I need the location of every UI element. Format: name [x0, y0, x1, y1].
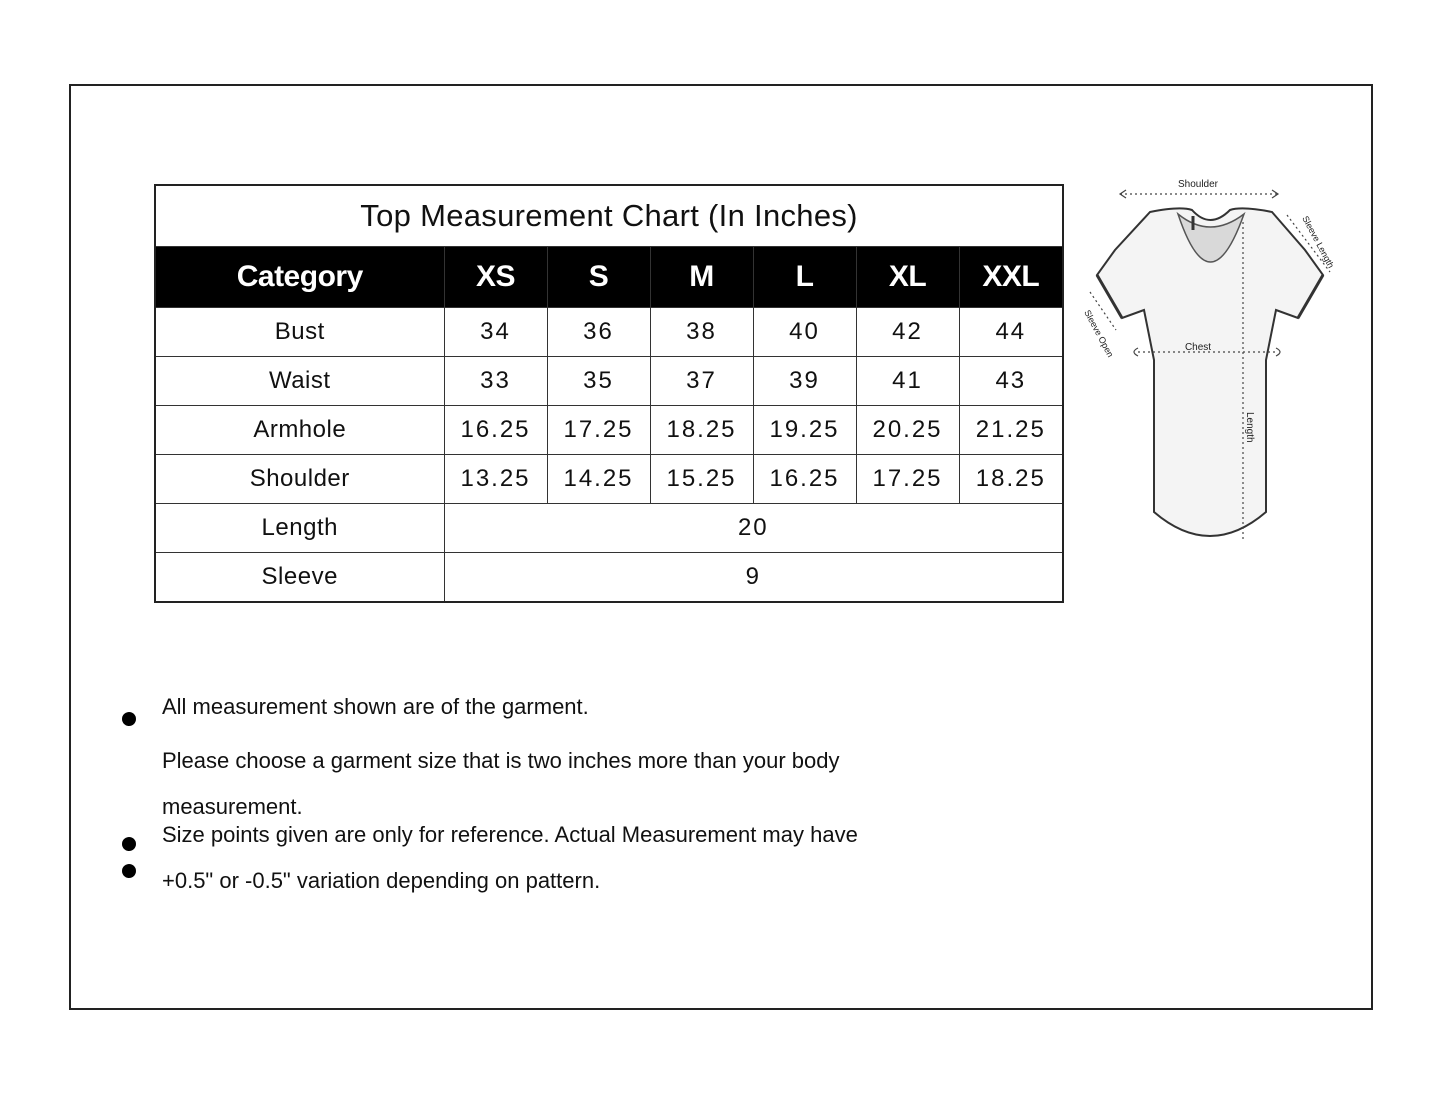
- sleeve-open-label: Sleeve Open: [1082, 308, 1116, 359]
- measurement-table: [154, 184, 1064, 603]
- table-cell: 33: [444, 357, 547, 406]
- size-header-xxl: XXL: [959, 247, 1063, 308]
- size-header-s: S: [547, 247, 650, 308]
- list-item: [118, 690, 1018, 744]
- table-cell: 37: [650, 357, 753, 406]
- table-cell-merged: 9: [444, 553, 1063, 603]
- list-item: [118, 824, 1018, 894]
- table-cell: 34: [444, 308, 547, 357]
- table-row: [155, 455, 1063, 504]
- note-text: Please choose a garment size that is two inches more than your body: [162, 748, 840, 773]
- chest-label: Chest: [1184, 342, 1212, 353]
- row-label: Sleeve: [155, 553, 444, 603]
- bullet-icon: [122, 864, 136, 878]
- table-cell: 15.25: [650, 455, 753, 504]
- size-header-l: L: [753, 247, 856, 308]
- table-row: [155, 308, 1063, 357]
- note-text: measurement.: [162, 794, 303, 819]
- table-cell: 20.25: [856, 406, 959, 455]
- table-cell: 17.25: [856, 455, 959, 504]
- row-label: Waist: [155, 357, 444, 406]
- table-cell: 35: [547, 357, 650, 406]
- table-cell: 17.25: [547, 406, 650, 455]
- table-cell: 43: [959, 357, 1063, 406]
- shoulder-label: Shoulder: [1177, 179, 1219, 190]
- table-cell: 18.25: [650, 406, 753, 455]
- header-row: [155, 247, 1063, 308]
- row-label: Armhole: [155, 406, 444, 455]
- table-cell: 16.25: [444, 406, 547, 455]
- table-row: [155, 357, 1063, 406]
- note-text: All measurement shown are of the garment.: [162, 694, 589, 719]
- note-text: +0.5" or -0.5" variation depending on pattern.: [162, 868, 601, 893]
- row-label: Length: [155, 504, 444, 553]
- table-title: Top Measurement Chart (In Inches): [155, 185, 1063, 247]
- table-cell: 18.25: [959, 455, 1063, 504]
- table-cell: 21.25: [959, 406, 1063, 455]
- table-cell: 38: [650, 308, 753, 357]
- table-cell: 41: [856, 357, 959, 406]
- row-label: Shoulder: [155, 455, 444, 504]
- table-cell: 13.25: [444, 455, 547, 504]
- table-cell-merged: 20: [444, 504, 1063, 553]
- sleeve-length-label: Sleeve Length: [1300, 214, 1337, 270]
- table-cell: 39: [753, 357, 856, 406]
- table-row: [155, 406, 1063, 455]
- table-cell: 19.25: [753, 406, 856, 455]
- size-header-xs: XS: [444, 247, 547, 308]
- table-cell: 42: [856, 308, 959, 357]
- notes-list: [118, 690, 1018, 894]
- table-cell: 36: [547, 308, 650, 357]
- table-cell: 40: [753, 308, 856, 357]
- table-row: [155, 553, 1063, 603]
- shoulder-arrowheads: [1120, 190, 1278, 198]
- tshirt-diagram: [1080, 170, 1340, 560]
- length-label: Length: [1244, 412, 1255, 443]
- table-cell: 44: [959, 308, 1063, 357]
- list-item: [118, 744, 1018, 824]
- category-header: Category: [155, 247, 444, 308]
- table-row: [155, 504, 1063, 553]
- size-header-xl: XL: [856, 247, 959, 308]
- note-text: Size points given are only for reference. Actual Measurement may have: [162, 822, 858, 847]
- bullet-icon: [122, 712, 136, 726]
- row-label: Bust: [155, 308, 444, 357]
- table-cell: 16.25: [753, 455, 856, 504]
- size-header-m: M: [650, 247, 753, 308]
- table-cell: 14.25: [547, 455, 650, 504]
